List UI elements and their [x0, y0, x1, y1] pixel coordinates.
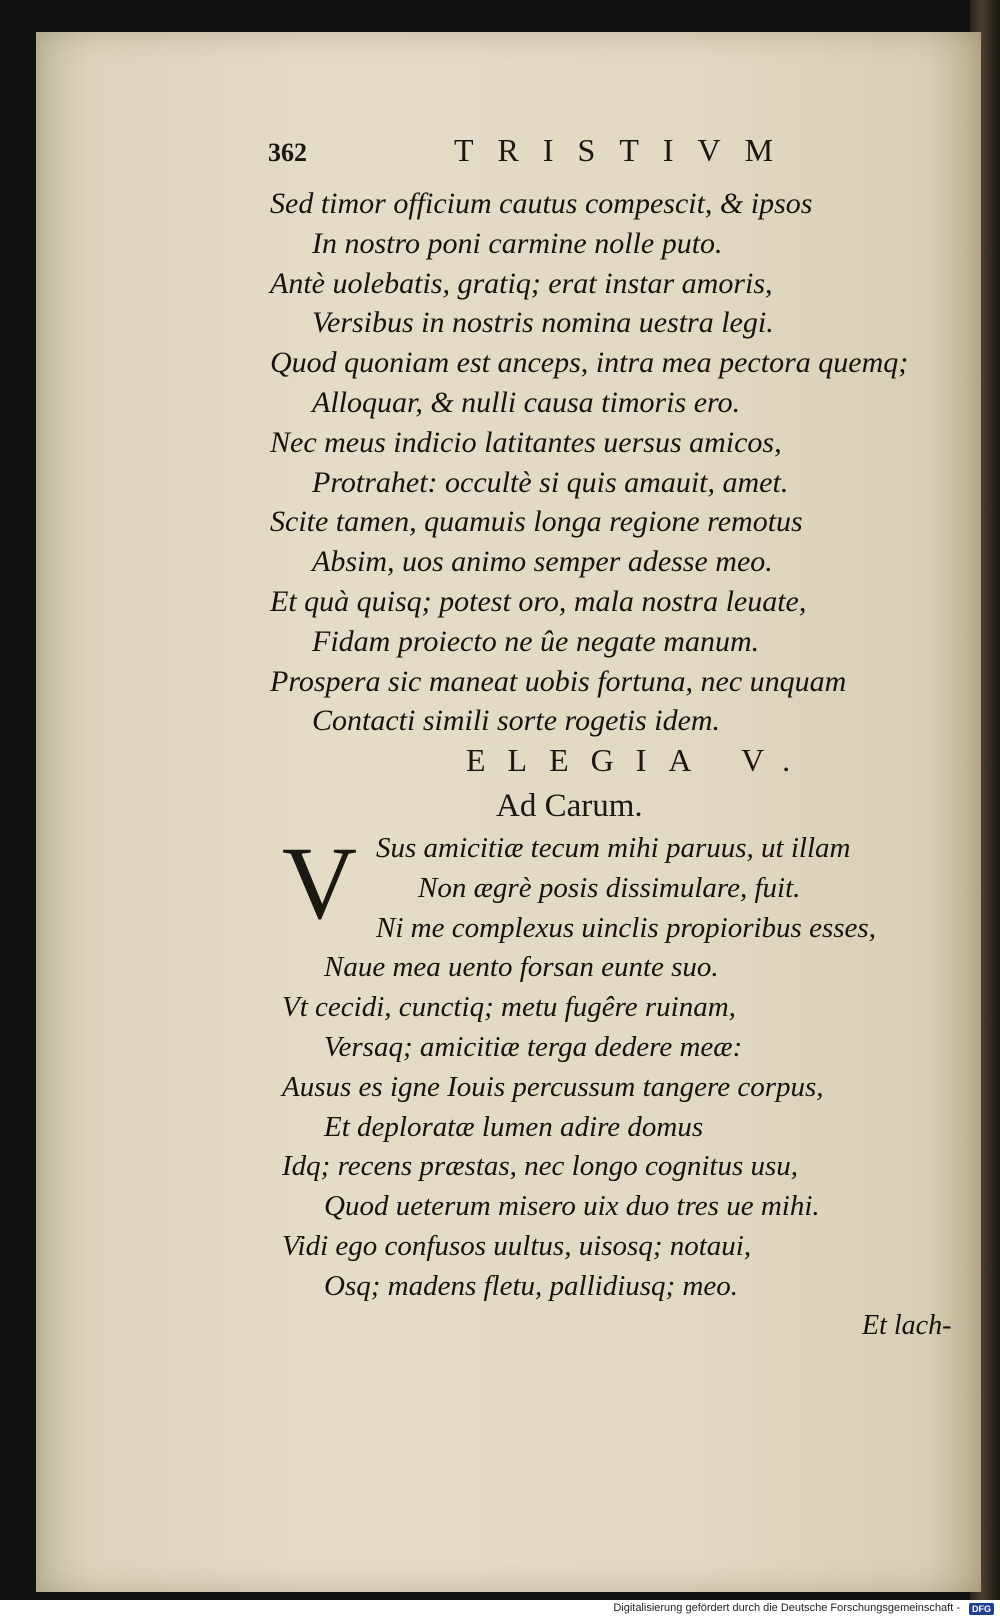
elegy-iv-ending — [270, 184, 909, 741]
verse-line: Absim, uos animo semper adesse meo. — [312, 545, 773, 579]
running-title: TRISTIVM — [454, 132, 798, 168]
verse-line: Contacti simili sorte rogetis idem. — [312, 704, 721, 738]
verse-line: Quod quoniam est anceps, intra mea pectora quemq; — [270, 346, 909, 380]
verse-line: Ausus es igne Iouis percussum tangere corpus, — [282, 1070, 824, 1103]
dfg-logo: DFG — [969, 1603, 994, 1615]
verse-line: Osq; madens fletu, pallidiusq; meo. — [324, 1269, 739, 1302]
verse-line: Et quà quisq; potest oro, mala nostra leuate, — [270, 584, 807, 618]
verse-line: Versaq; amicitiæ terga dedere meæ: — [324, 1030, 743, 1063]
running-head — [268, 132, 808, 172]
page-number: 362 — [268, 138, 307, 167]
verse-line: Antè uolebatis, gratiq; erat instar amoris, — [270, 266, 773, 300]
verse-line: In nostro poni carmine nolle puto. — [312, 226, 723, 260]
verse-line: Quod ueterum misero uix duo tres ue mihi. — [324, 1190, 820, 1223]
funding-credit: Digitalisierung gefördert durch die Deutsche Forschungsgemeinschaft - — [613, 1602, 960, 1614]
verse-line: Idq; recens præstas, nec longo cognitus usu, — [282, 1150, 799, 1183]
verse-line: Vidi ego confusos uultus, uisosq; notaui, — [282, 1229, 752, 1262]
elegy-v-text — [282, 828, 882, 1306]
catchword: Et lach- — [862, 1310, 952, 1341]
footer-bar — [0, 1600, 1000, 1620]
verse-line: Versibus in nostris nomina uestra legi. — [312, 306, 774, 340]
verse-line: Protrahet: occultè si quis amauit, amet. — [312, 465, 789, 499]
verse-line: Et deploratæ lumen adire domus — [324, 1110, 704, 1143]
verse-line: Ni me complexus uinclis propioribus esses, — [376, 911, 876, 944]
verse-line: Vt cecidi, cunctiq; metu fugêre ruinam, — [282, 991, 736, 1024]
verse-line: Alloquar, & nulli causa timoris ero. — [312, 385, 741, 419]
verse-line: Sus amicitiæ tecum mihi paruus, ut illam — [376, 832, 851, 864]
drop-cap-initial: V — [282, 826, 358, 941]
verse-line: Non ægrè posis dissimulare, fuit. — [418, 871, 801, 904]
verse-line: Scite tamen, quamuis longa regione remotus — [270, 505, 803, 539]
verse-line: Sed timor officium cautus compescit, & ipsos — [270, 187, 813, 220]
elegy-subheading: Ad Carum. — [496, 788, 643, 824]
verse-line: Nec meus indicio latitantes uersus amicos, — [270, 425, 782, 459]
verse-line: Fidam proiecto ne ûe negate manum. — [312, 624, 760, 658]
elegy-heading: ELEGIA V. — [466, 742, 813, 778]
verse-line: Prospera sic maneat uobis fortuna, nec unquam — [270, 664, 847, 698]
verse-line: Naue mea uento forsan eunte suo. — [324, 951, 719, 984]
